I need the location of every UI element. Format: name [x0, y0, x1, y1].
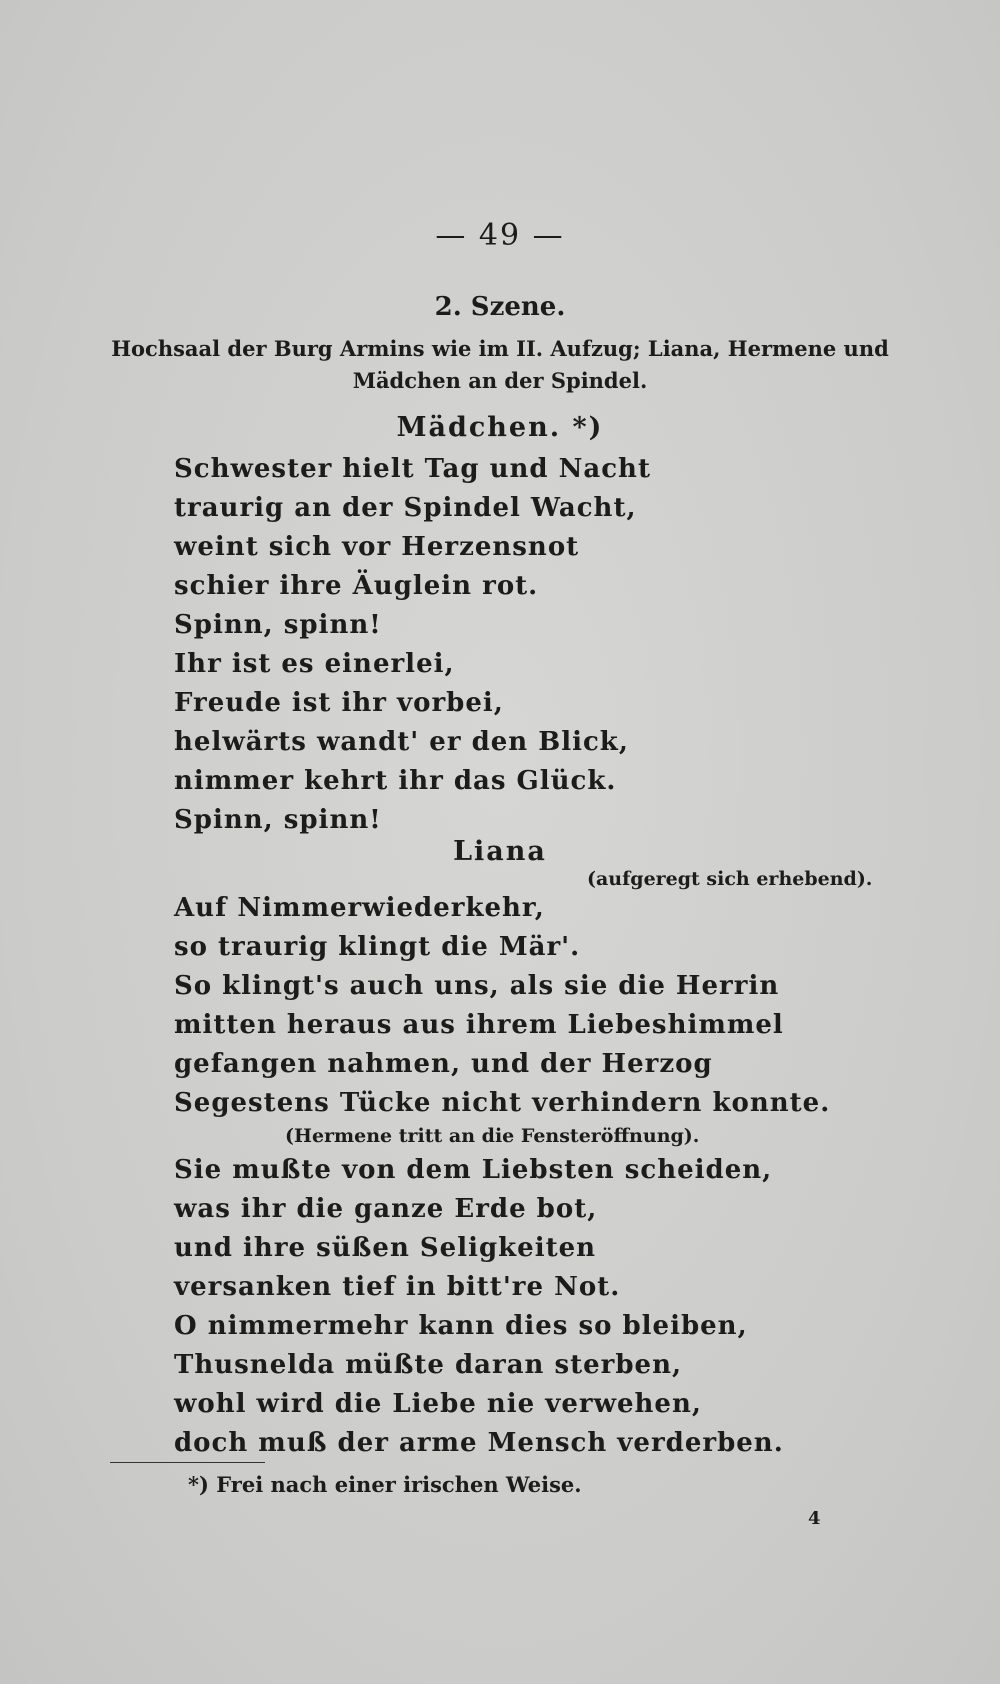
verse-line: Spinn, spinn!	[174, 610, 382, 640]
verse-line: O nimmermehr kann dies so bleiben,	[174, 1311, 748, 1341]
speaker-maedchen: Mädchen. *)	[396, 412, 604, 443]
verse-line: was ihr die ganze Erde bot,	[174, 1194, 598, 1224]
speaker-direction: (aufgeregt sich erhebend).	[587, 868, 873, 890]
speaker-liana: Liana	[453, 836, 547, 867]
verse-line: helwärts wandt' er den Blick,	[174, 727, 629, 757]
footnote: *) Frei nach einer irischen Weise.	[188, 1472, 582, 1497]
verse-line: weint sich vor Herzensnot	[174, 532, 580, 562]
verse-line: Spinn, spinn!	[174, 805, 382, 835]
verse-line: Auf Nimmerwiederkehr,	[174, 893, 545, 923]
page-number: — 49 —	[435, 218, 565, 253]
verse-line: mitten heraus aus ihrem Liebeshimmel	[174, 1010, 784, 1040]
verse-line: schier ihre Äuglein rot.	[174, 571, 539, 601]
verse-line: versanken tief in bitt're Not.	[174, 1272, 621, 1302]
stage-direction-line: Hochsaal der Burg Armins wie im II. Aufzug; Liana, Hermene und	[111, 336, 889, 361]
verse-line: Freude ist ihr vorbei,	[174, 688, 504, 718]
verse-line: Segestens Tücke nicht verhindern konnte.	[174, 1088, 831, 1118]
verse-line: So klingt's auch uns, als sie die Herrin	[174, 971, 780, 1001]
verse-line: Sie mußte von dem Liebsten scheiden,	[174, 1155, 773, 1185]
scene-title: 2. Szene.	[434, 292, 566, 322]
verse-line: wohl wird die Liebe nie verwehen,	[174, 1389, 702, 1419]
verse-line: traurig an der Spindel Wacht,	[174, 493, 637, 523]
verse-line: doch muß der arme Mensch verderben.	[174, 1428, 784, 1458]
footnote-rule	[110, 1462, 265, 1463]
stage-direction-inline: (Hermene tritt an die Fensteröffnung).	[285, 1125, 700, 1147]
signature-mark: 4	[808, 1508, 821, 1529]
verse-line: so traurig klingt die Mär'.	[174, 932, 581, 962]
verse-line: Thusnelda müßte daran sterben,	[174, 1350, 683, 1380]
verse-line: und ihre süßen Seligkeiten	[174, 1233, 597, 1263]
verse-line: gefangen nahmen, und der Herzog	[174, 1049, 713, 1079]
stage-direction-line: Mädchen an der Spindel.	[352, 368, 648, 393]
verse-line: Schwester hielt Tag und Nacht	[174, 454, 651, 484]
verse-line: nimmer kehrt ihr das Glück.	[174, 766, 617, 796]
verse-line: Ihr ist es einerlei,	[174, 649, 455, 679]
